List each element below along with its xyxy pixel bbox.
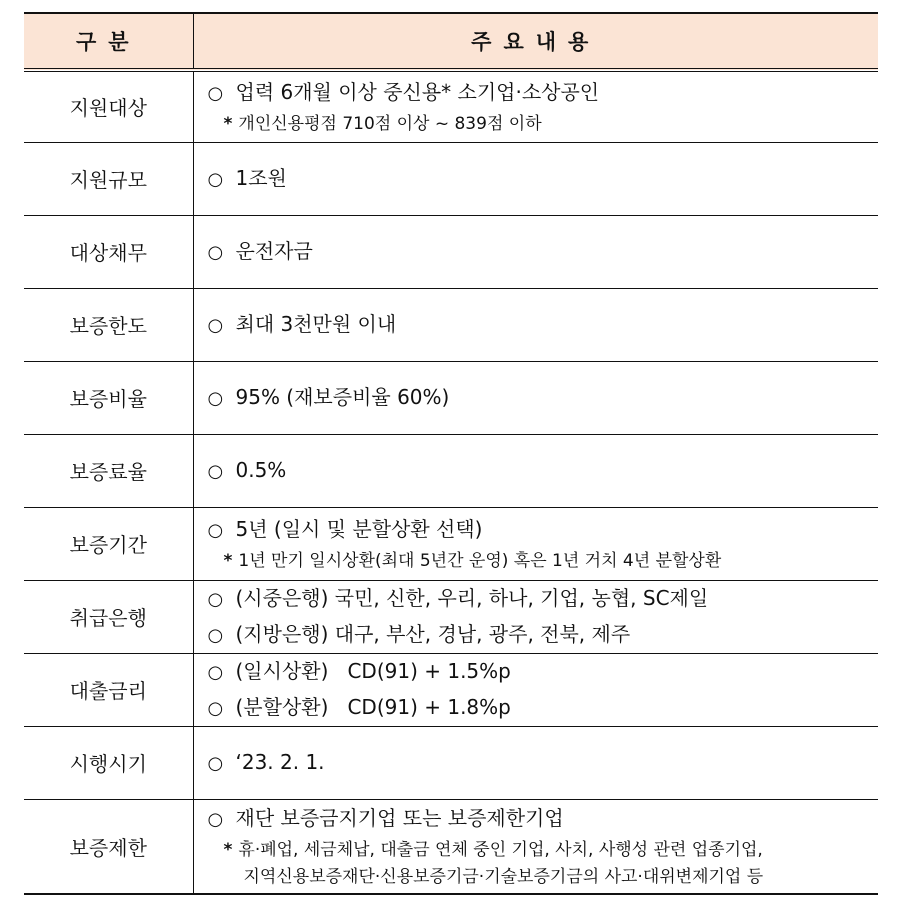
line-text: 재단 보증금지기업 또는 보증제한기업	[235, 806, 564, 831]
bullet-icon: ○	[207, 520, 224, 541]
table-row	[24, 70, 878, 142]
bullet-icon: ○	[207, 697, 224, 719]
row-label: 시행시기	[24, 726, 193, 799]
bullet-icon: ○	[207, 241, 224, 263]
bullet-icon: ○	[207, 752, 224, 774]
table-row	[24, 580, 878, 653]
header-main-content: 주요내용	[193, 13, 878, 70]
bullet-icon: ○	[207, 314, 224, 336]
content-line	[208, 234, 879, 270]
bullet-icon: ○	[207, 387, 224, 409]
footnote	[208, 837, 879, 864]
row-content	[193, 142, 878, 215]
row-label: 지원대상	[24, 70, 193, 142]
row-label: 대출금리	[24, 653, 193, 726]
content-line	[208, 745, 879, 781]
line-text: 1조원	[235, 165, 287, 190]
table-row	[24, 361, 878, 434]
support-program-table	[24, 12, 878, 895]
row-content	[193, 726, 878, 799]
row-content	[193, 215, 878, 288]
line-text: (시중은행) 국민, 신한, 우리, 하나, 기업, 농협, SC제일	[235, 585, 709, 610]
table-row	[24, 142, 878, 215]
line-text: 0.5%	[235, 457, 287, 482]
row-label: 보증한도	[24, 288, 193, 361]
row-content	[193, 70, 878, 142]
table-row	[24, 799, 878, 894]
bullet-icon: ○	[207, 588, 224, 610]
header-row	[24, 13, 878, 70]
line-text: 운전자금	[235, 238, 313, 263]
content-line	[208, 581, 879, 617]
row-content	[193, 653, 878, 726]
content-line	[208, 161, 879, 197]
footnote	[208, 111, 879, 138]
bullet-icon: ○	[207, 460, 224, 482]
table-row	[24, 726, 878, 799]
footnote-text: 개인신용평점 710점 이상 ~ 839점 이하	[238, 114, 542, 135]
footnote	[208, 548, 879, 575]
line-text: 최대 3천만원 이내	[235, 311, 397, 336]
row-label: 보증료율	[24, 434, 193, 507]
bullet-icon: ○	[207, 83, 224, 105]
bullet-icon: ○	[207, 661, 224, 683]
table-row	[24, 288, 878, 361]
line-text: (분할상환) CD(91) + 1.8%p	[235, 694, 511, 719]
content-line	[208, 801, 879, 837]
line-text: ‘23. 2. 1.	[235, 749, 325, 774]
bullet-icon: ○	[207, 168, 224, 190]
line-text: (일시상환) CD(91) + 1.5%p	[235, 658, 511, 683]
header-category: 구분	[24, 13, 193, 70]
table-row	[24, 434, 878, 507]
row-label: 지원규모	[24, 142, 193, 215]
content-line	[208, 75, 879, 111]
line-text: 업력 6개월 이상 중신용* 소기업·소상공인	[235, 80, 600, 105]
table-row	[24, 653, 878, 726]
footnote-text: 1년 만기 일시상환(최대 5년간 운영) 혹은 1년 거치 4년 분할상환	[238, 551, 722, 571]
content-line	[208, 690, 879, 726]
line-text: (지방은행) 대구, 부산, 경남, 광주, 전북, 제주	[235, 621, 631, 646]
row-label: 대상채무	[24, 215, 193, 288]
row-label: 취급은행	[24, 580, 193, 653]
content-line	[208, 307, 879, 343]
asterisk-icon: *	[223, 840, 233, 861]
content-line	[208, 617, 879, 653]
content-line	[208, 453, 879, 489]
row-content	[193, 361, 878, 434]
bullet-icon: ○	[207, 624, 224, 646]
line-text: 5년 (일시 및 분할상환 선택)	[235, 517, 483, 541]
line-text: 95% (재보증비율 60%)	[235, 384, 450, 409]
row-label: 보증제한	[24, 799, 193, 894]
row-content	[193, 507, 878, 580]
row-content	[193, 799, 878, 894]
content-line	[208, 380, 879, 416]
content-line	[208, 654, 879, 690]
row-content	[193, 434, 878, 507]
footnote-continued	[208, 864, 879, 891]
row-label: 보증기간	[24, 507, 193, 580]
footnote-text: 휴·폐업, 세금체납, 대출금 연체 중인 기업, 사치, 사행성 관련 업종기업,	[238, 840, 763, 861]
table-row	[24, 507, 878, 580]
asterisk-icon: *	[223, 114, 233, 135]
table-row	[24, 215, 878, 288]
row-label: 보증비율	[24, 361, 193, 434]
bullet-icon: ○	[207, 809, 224, 831]
content-line	[208, 512, 879, 548]
footnote-text: 지역신용보증재단·신용보증기금·기술보증기금의 사고·대위변제기업 등	[243, 867, 764, 888]
asterisk-icon: *	[223, 551, 233, 571]
row-content	[193, 288, 878, 361]
row-content	[193, 580, 878, 653]
